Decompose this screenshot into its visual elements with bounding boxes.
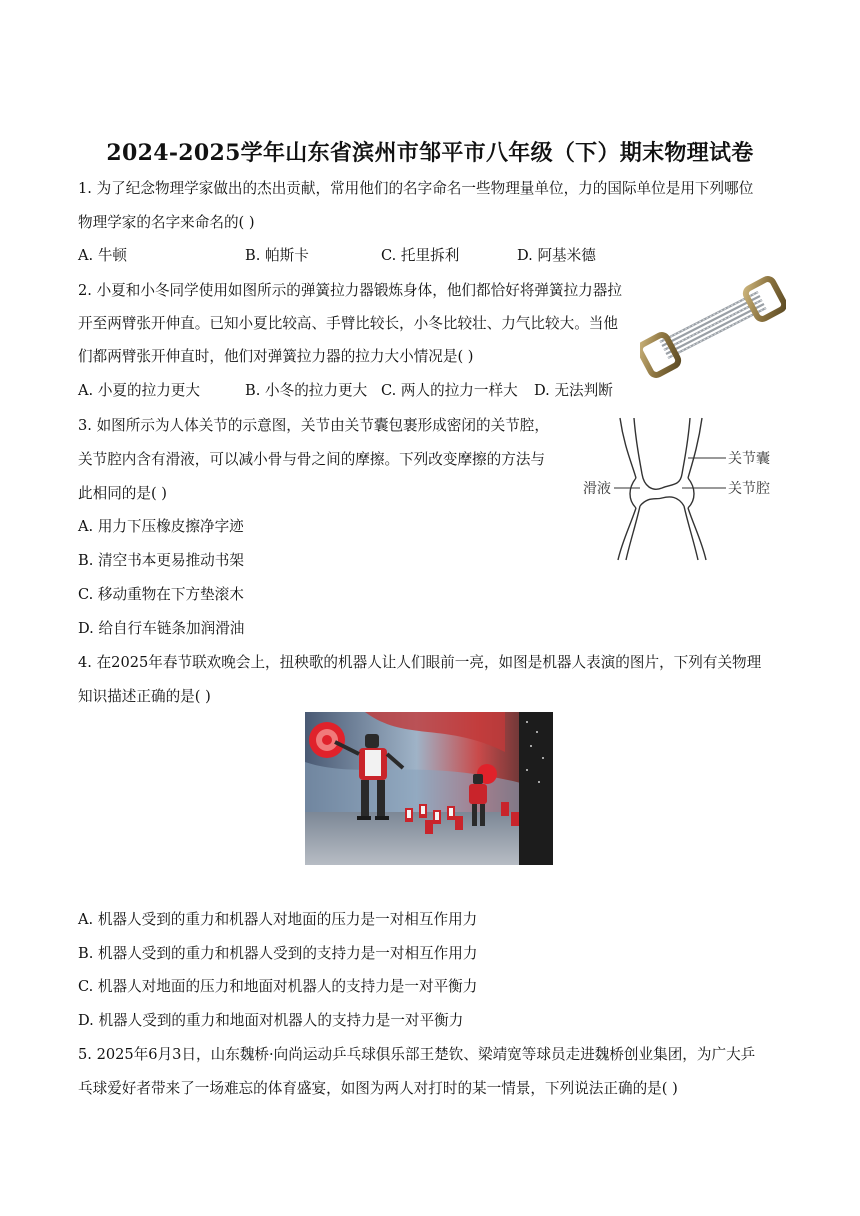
label-joint-capsule: 关节囊 [728,451,770,467]
q2-stem-line3: 们都两臂张开伸直时，他们对弹簧拉力器的拉力大小情况是( ) [78,348,474,365]
spring-expander-figure [640,276,786,380]
q1-option-b[interactable]: B. 帕斯卡 [245,247,309,264]
q4-option-c[interactable]: C. 机器人对地面的压力和地面对机器人的支持力是一对平衡力 [78,978,478,995]
q3-option-b[interactable]: B. 清空书本更易推动书架 [78,552,244,569]
q2-option-a[interactable]: A. 小夏的拉力更大 [78,382,200,399]
q3-stem-line1: 3. 如图所示为人体关节的示意图，关节由关节囊包裹形成密闭的关节腔， [78,417,549,434]
robot-dance-photo [305,712,553,865]
q3-option-a[interactable]: A. 用力下压橡皮擦净字迹 [78,518,244,535]
q5-stem-line1: 5. 2025年6月3日，山东魏桥·向尚运动乒乓球俱乐部王楚钦、梁靖宽等球员走进魏桥创业集团，为广大乒 [78,1046,756,1063]
q1-stem-line1: 1. 为了纪念物理学家做出的杰出贡献，常用他们的名字命名一些物理量单位，力的国际单位是用下列哪位 [78,180,754,197]
q2-option-c[interactable]: C. 两人的拉力一样大 [381,382,518,399]
joint-diagram [580,416,810,562]
q3-stem-line2: 关节腔内含有滑液，可以减小骨与骨之间的摩擦。下列改变摩擦的方法与 [78,451,546,468]
q1-stem-line2: 物理学家的名字来命名的( ) [78,214,255,231]
q1-option-a[interactable]: A. 牛顿 [78,247,128,264]
q5-stem-line2: 乓球爱好者带来了一场难忘的体育盛宴，如图为两人对打时的某一情景，下列说法正确的是( ) [78,1080,678,1097]
label-joint-cavity: 关节腔 [728,481,770,497]
q3-option-d[interactable]: D. 给自行车链条加润滑油 [78,620,245,637]
q2-stem-line2: 开至两臂张开伸直。已知小夏比较高、手臂比较长，小冬比较壮、力气比较大。当他 [78,315,618,332]
q3-option-c[interactable]: C. 移动重物在下方垫滚木 [78,586,244,603]
exam-title: 2024-2025学年山东省滨州市邹平市八年级（下）期末物理试卷 [106,140,754,166]
q4-stem-line2: 知识描述正确的是( ) [78,688,211,705]
q2-stem-line1: 2. 小夏和小冬同学使用如图所示的弹簧拉力器锻炼身体，他们都恰好将弹簧拉力器拉 [78,282,622,299]
q1-option-c[interactable]: C. 托里拆利 [381,247,460,264]
q1-option-d[interactable]: D. 阿基米德 [517,247,596,264]
q4-stem-line1: 4. 在2025年春节联欢晚会上，扭秧歌的机器人让人们眼前一亮，如图是机器人表演的图片，下列有关物理 [78,654,762,671]
label-synovial-fluid: 滑液 [583,481,611,497]
q3-stem-line3: 此相同的是( ) [78,485,167,502]
q2-option-d[interactable]: D. 无法判断 [534,382,613,399]
q2-option-b[interactable]: B. 小冬的拉力更大 [245,382,368,399]
q4-option-a[interactable]: A. 机器人受到的重力和机器人对地面的压力是一对相互作用力 [78,911,478,928]
q4-option-b[interactable]: B. 机器人受到的重力和机器人受到的支持力是一对相互作用力 [78,945,478,962]
q4-option-d[interactable]: D. 机器人受到的重力和地面对机器人的支持力是一对平衡力 [78,1012,464,1029]
